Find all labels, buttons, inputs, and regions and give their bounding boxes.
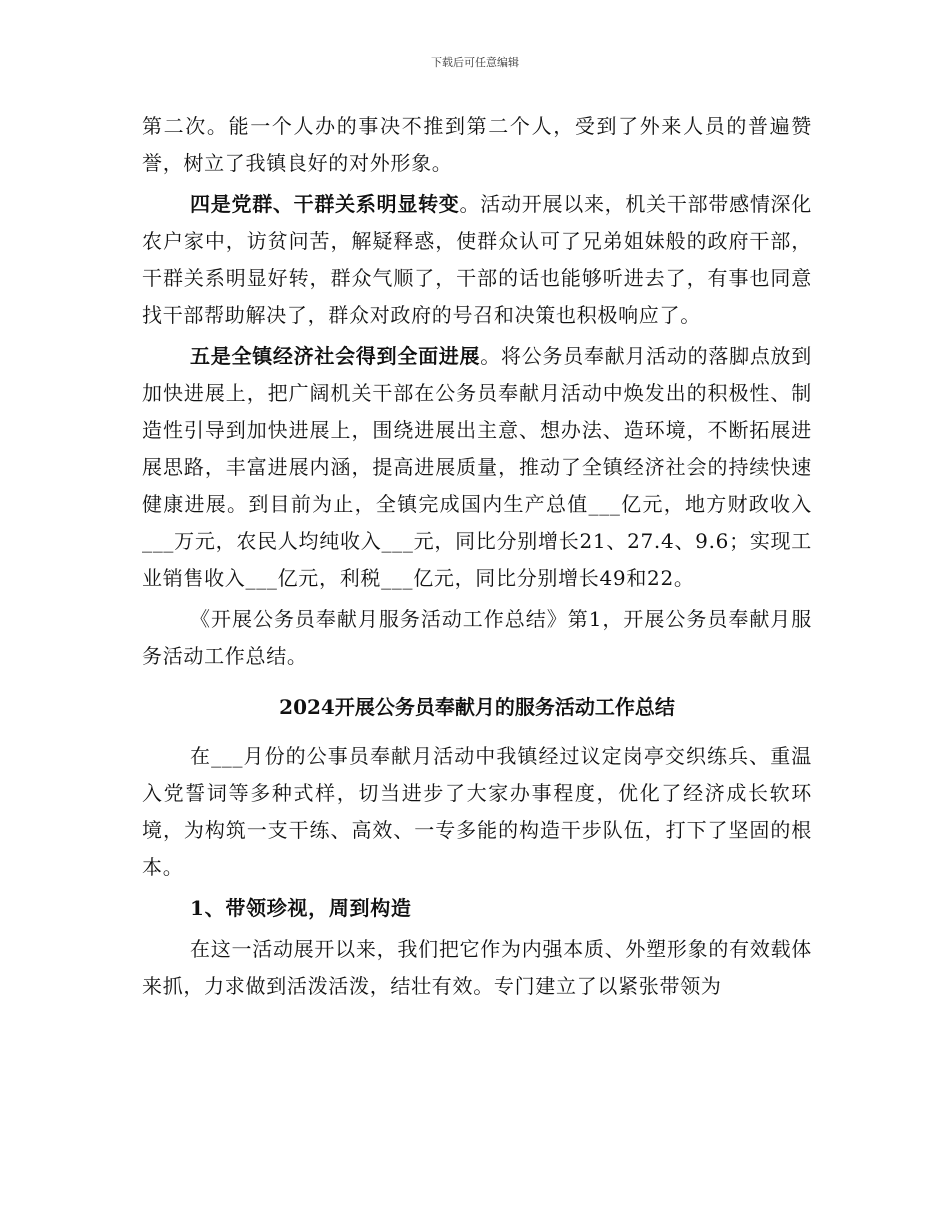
paragraph-2-body: 。活动开展以来，机关干部带感情深化农户家中，访贫问苦，解疑释惑，使群众认可了兄弟姐妹般的政府干部，干群关系明显好转，群众气顺了，干部的话也能够听进去了，有事也同意找干部帮助解决了，群众对政府的号召和决策也积极响应了。 xyxy=(142,192,812,327)
paragraph-3 xyxy=(142,338,812,597)
paragraph-1: 第二次。能一个人办的事决不推到第二个人，受到了外来人员的普遍赞誉，树立了我镇良好的对外形象。 xyxy=(142,114,812,175)
paragraph-2-lead: 四是党群、干群关系明显转变 xyxy=(190,192,460,216)
paragraph-3-lead: 五是全镇经济社会得到全面进展 xyxy=(190,344,481,368)
subheading-1: 1、带领珍视，周到构造 xyxy=(190,896,412,920)
paragraph-6: 在这一活动展开以来，我们把它作为内强本质、外塑形象的有效载体来抓，力求做到活泼活泼，结壮有效。专门建立了以紧张带领为 xyxy=(142,937,812,998)
section-title: 2024开展公务员奉献月的服务活动工作总结 xyxy=(279,695,675,719)
paragraph-5: 在___月份的公事员奉献月活动中我镇经过议定岗亭交织练兵、重温入党誓词等多种式样，切当进步了大家办事程度，优化了经济成长软环境，为构筑一支干练、高效、一专多能的构造干步队伍，打下了坚固的根本。 xyxy=(142,744,812,879)
paragraph-3-body: 。将公务员奉献月活动的落脚点放到加快进展上，把广阔机关干部在公务员奉献月活动中焕发出的积极性、制造性引导到加快进展上，围绕进展出主意、想办法、造环境，不断拓展进展思路，丰富进展内涵，提高进展质量，推动了全镇经济社会的持续快速健康进展。到目前为止，全镇完成国内生产总值___亿元，地方财政收入___万元，农民人均纯收入___元，同比分别增长21、27.4、9.6；实现工业销售收入___亿元，利税___亿元，同比分别增长49和22。 xyxy=(142,344,812,590)
document-body xyxy=(142,108,812,1005)
paragraph-2 xyxy=(142,186,812,334)
paragraph-4: 《开展公务员奉献月服务活动工作总结》第1，开展公务员奉献月服务活动工作总结。 xyxy=(142,607,812,668)
page-header: 下载后可任意编辑 xyxy=(431,56,519,69)
